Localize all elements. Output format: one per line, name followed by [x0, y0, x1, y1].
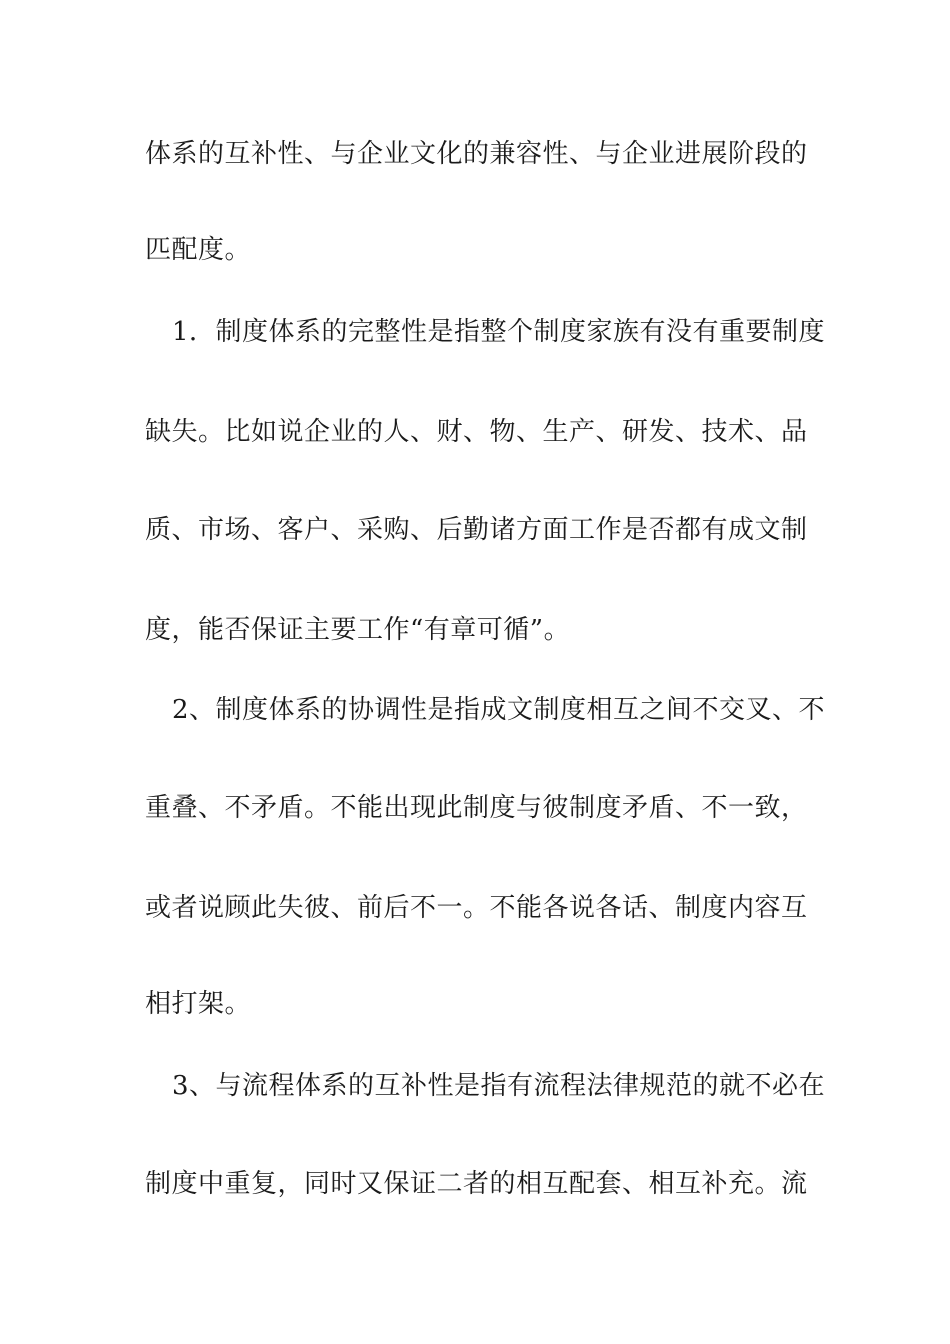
text-line: 或者说顾此失彼、前后不一。不能各说各话、制度内容互 [145, 893, 808, 923]
text-line: 缺失。比如说企业的人、财、物、生产、研发、技术、品 [145, 417, 808, 447]
paragraph-start-line: 1．制度体系的完整性是指整个制度家族有没有重要制度 [172, 317, 826, 347]
text-line: 质、市场、客户、采购、后勤诸方面工作是否都有成文制 [145, 515, 808, 545]
text-line: 相打架。 [145, 989, 252, 1019]
text-line: 制度中重复，同时又保证二者的相互配套、相互补充。流 [145, 1169, 808, 1199]
paragraph-start-line: 3、与流程体系的互补性是指有流程法律规范的就不必在 [172, 1071, 826, 1101]
text-line: 度，能否保证主要工作“有章可循”。 [145, 615, 571, 645]
text-line: 重叠、不矛盾。不能出现此制度与彼制度矛盾、不一致， [145, 793, 808, 823]
text-line: 匹配度。 [145, 235, 252, 265]
paragraph-start-line: 2、制度体系的协调性是指成文制度相互之间不交叉、不 [172, 695, 826, 725]
text-line: 体系的互补性、与企业文化的兼容性、与企业进展阶段的 [145, 139, 808, 169]
